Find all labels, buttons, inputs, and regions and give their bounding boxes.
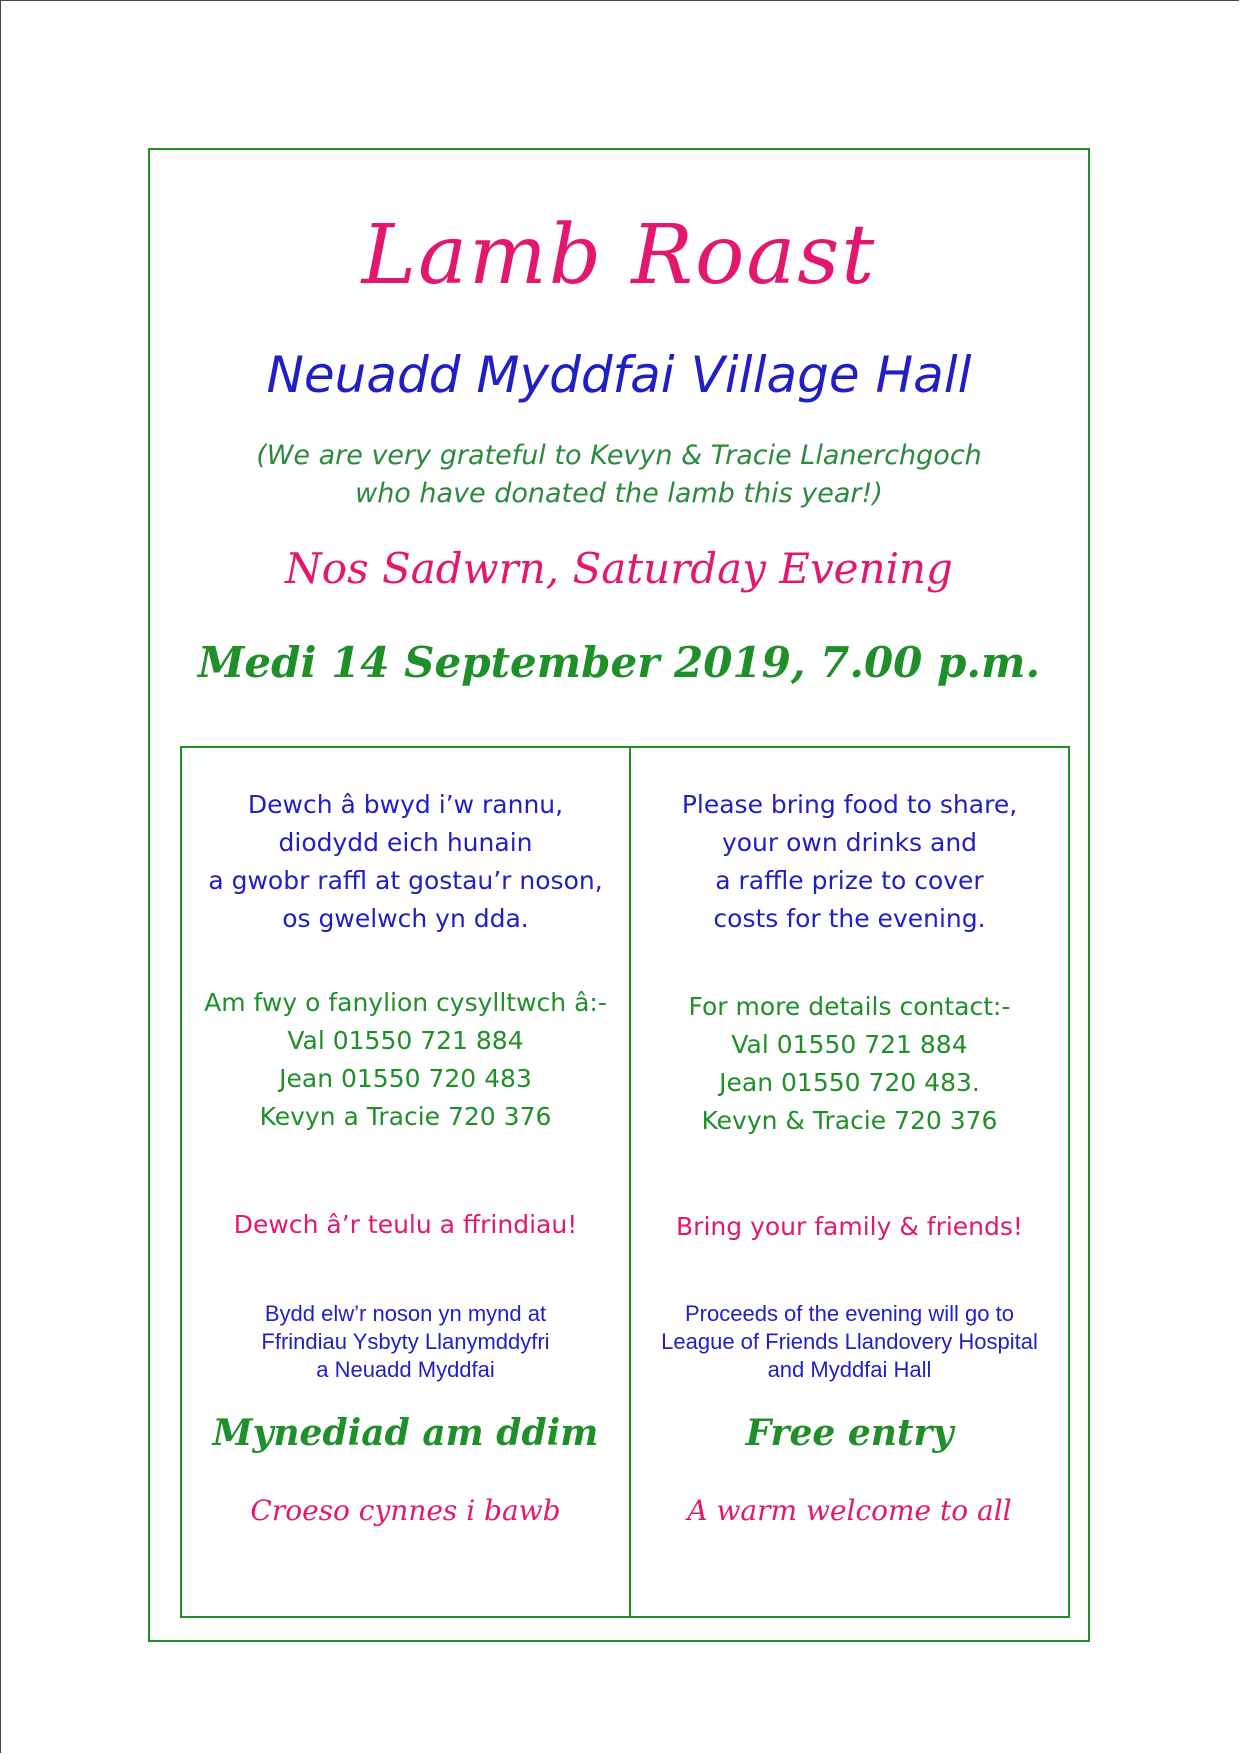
welsh-contact-heading: Am fwy o fanylion cysylltwch â:- (204, 988, 607, 1017)
english-entry: Free entry (745, 1412, 954, 1454)
english-proceeds-line-3: and Myddfai Hall (767, 1357, 932, 1382)
welsh-contact-kevyn: Kevyn a Tracie 720 376 (259, 1102, 552, 1131)
welsh-contact-val: Val 01550 721 884 (287, 1026, 524, 1055)
english-contact-jean: Jean 01550 720 483. (719, 1068, 980, 1097)
poster-border (148, 148, 1090, 1642)
welsh-family: Dewch â’r teulu a ffrindiau! (233, 1210, 578, 1239)
welsh-entry: Mynediad am ddim (212, 1412, 599, 1454)
welsh-welcome: Croeso cynnes i bawb (250, 1494, 561, 1527)
english-column (631, 748, 1068, 1616)
info-box (180, 746, 1070, 1618)
welsh-column (182, 748, 629, 1616)
english-bring-line-3: a raffle prize to cover (715, 866, 984, 895)
welsh-bring-line-2: diodydd eich hunain (278, 828, 533, 857)
english-bring-line-1: Please bring food to share, (681, 790, 1018, 819)
welsh-bring-line-4: os gwelwch yn dda. (282, 904, 529, 933)
english-contact-kevyn: Kevyn & Tracie 720 376 (701, 1106, 998, 1135)
venue-name: Neuadd Myddfai Village Hall (266, 346, 972, 404)
english-welcome: A warm welcome to all (687, 1494, 1012, 1527)
english-bring-line-2: your own drinks and (721, 828, 978, 857)
welsh-proceeds-line-3: a Neuadd Myddfai (316, 1357, 495, 1382)
english-family: Bring your family & friends! (676, 1212, 1023, 1241)
welsh-proceeds-line-2: Ffrindiau Ysbyty Llanymddyfri (261, 1329, 550, 1354)
english-bring-line-4: costs for the evening. (713, 904, 986, 933)
english-proceeds-line-1: Proceeds of the evening will go to (685, 1301, 1014, 1326)
event-title: Lamb Roast (361, 208, 877, 303)
thanks-line-1: (We are very grateful to Kevyn & Tracie Llanerchgoch (256, 440, 982, 471)
event-evening: Nos Sadwrn, Saturday Evening (285, 544, 953, 593)
english-contact-heading: For more details contact:- (688, 992, 1011, 1021)
welsh-contact-jean: Jean 01550 720 483 (279, 1064, 532, 1093)
event-date: Medi 14 September 2019, 7.00 p.m. (197, 638, 1041, 687)
welsh-bring-line-1: Dewch â bwyd i’w rannu, (247, 790, 564, 819)
thanks-line-2: who have donated the lamb this year!) (355, 478, 883, 509)
english-contact-val: Val 01550 721 884 (731, 1030, 968, 1059)
welsh-bring-line-3: a gwobr raffl at gostau’r noson, (208, 866, 603, 895)
english-proceeds-line-2: League of Friends Llandovery Hospital (661, 1329, 1038, 1354)
welsh-proceeds-line-1: Bydd elw’r noson yn mynd at (264, 1301, 547, 1326)
